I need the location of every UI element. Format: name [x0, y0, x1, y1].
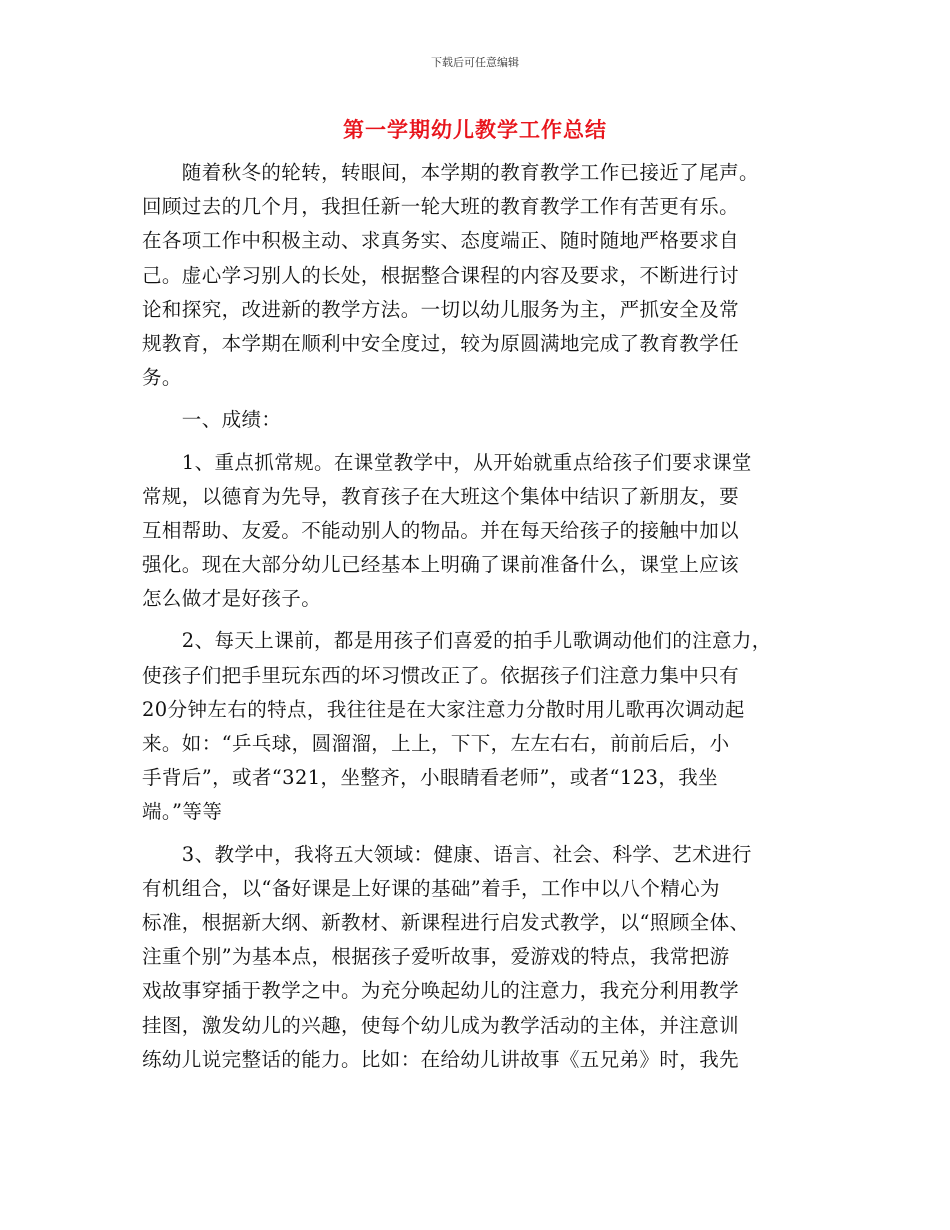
text-line: 常规，以德育为先导，教育孩子在大班这个集体中结识了新朋友，要 — [142, 484, 740, 508]
text-line: 20分钟左右的特点，我往往是在大家注意力分散时用儿歌再次调动起 — [142, 697, 745, 721]
text-line: 一、成绩： — [142, 408, 282, 432]
text-line: 戏故事穿插于教学之中。为充分唤起幼儿的注意力，我充分利用教学 — [142, 979, 740, 1003]
text-line: 来。如：“乒乓球，圆溜溜，上上，下下，左左右右，前前后后，小 — [142, 732, 730, 755]
text-line: 挂图，激发幼儿的兴趣，使每个幼儿成为教学活动的主体，并注意训 — [142, 1013, 740, 1037]
text-line: 2、每天上课前，都是用孩子们喜爱的拍手儿歌调动他们的注意力， — [142, 629, 772, 653]
text-line: 标准，根据新大纲、新教材、新课程进行启发式教学，以“照顾全体、 — [142, 910, 750, 934]
text-line: 互相帮助、友爱。不能动别人的物品。并在每天给孩子的接触中加以 — [142, 518, 740, 542]
section-heading-achievements — [142, 403, 822, 437]
paragraph-item-1 — [142, 446, 822, 617]
text-line: 练幼儿说完整话的能力。比如：在给幼儿讲故事《五兄弟》时，我先 — [142, 1047, 740, 1071]
header-note: 下载后可任意编辑 — [431, 56, 519, 69]
text-line: 1、重点抓常规。在课堂教学中，从开始就重点给孩子们要求课堂 — [142, 450, 752, 474]
text-line: 3、教学中，我将五大领域：健康、语言、社会、科学、艺术进行 — [142, 842, 752, 866]
text-line: 注重个别”为基本点，根据孩子爱听故事，爱游戏的特点，我常把游 — [142, 945, 730, 969]
text-line: 端。”等等 — [142, 800, 223, 824]
text-line: 回顾过去的几个月，我担任新一轮大班的教育教学工作有苦更有乐。 — [142, 195, 740, 219]
text-line: 有机组合，以“备好课是上好课的基础”着手，工作中以八个精心为 — [142, 876, 720, 900]
paragraph-item-2 — [142, 624, 822, 829]
text-line: 己。虚心学习别人的长处，根据整合课程的内容及要求，不断进行讨 — [142, 263, 740, 287]
text-line: 使孩子们把手里玩东西的坏习惯改正了。依据孩子们注意力集中只有 — [142, 663, 740, 687]
text-line: 规教育，本学期在顺利中安全度过，较为原圆满地完成了教育教学任 — [142, 331, 740, 355]
text-line: 在各项工作中积极主动、求真务实、态度端正、随时随地严格要求自 — [142, 229, 740, 253]
text-line: 务。 — [142, 366, 182, 390]
text-line: 随着秋冬的轮转，转眼间，本学期的教育教学工作已接近了尾声。 — [142, 161, 759, 184]
text-line: 手背后”，或者“321，坐整齐，小眼睛看老师”，或者“123，我坐 — [142, 766, 719, 790]
paragraph-item-3 — [142, 838, 822, 1077]
text-line: 强化。现在大部分幼儿已经基本上明确了课前准备什么，课堂上应该 — [142, 553, 740, 577]
paragraph-intro — [142, 156, 822, 395]
document-title: 第一学期幼儿教学工作总结 — [343, 118, 607, 142]
text-line: 怎么做才是好孩子。 — [142, 587, 322, 611]
text-line: 论和探究，改进新的教学方法。一切以幼儿服务为主，严抓安全及常 — [142, 297, 740, 321]
document-body — [142, 156, 822, 1077]
